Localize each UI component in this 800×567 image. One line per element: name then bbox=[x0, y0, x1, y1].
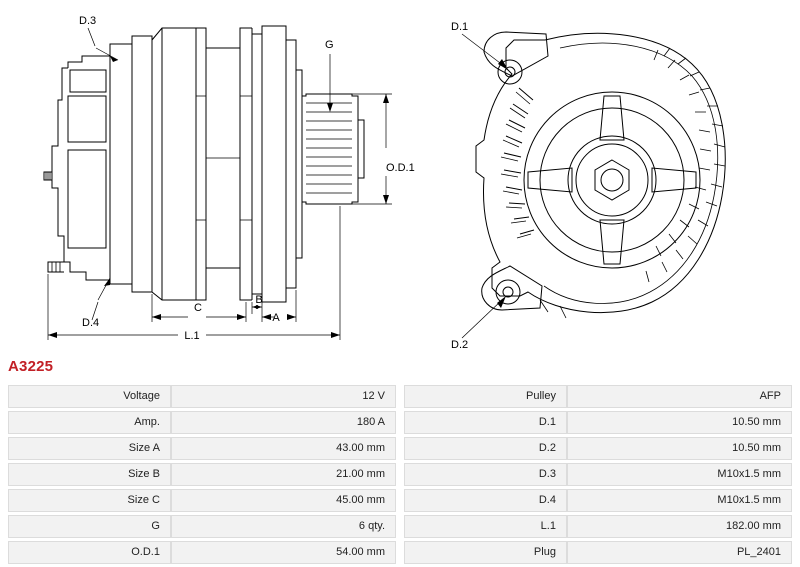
table-row bbox=[404, 385, 792, 408]
spec-label: Voltage bbox=[8, 385, 171, 408]
table-row bbox=[8, 437, 396, 460]
spec-label: G bbox=[8, 515, 171, 538]
spec-value: 43.00 mm bbox=[171, 437, 396, 460]
table-row bbox=[8, 515, 396, 538]
spec-value: M10x1.5 mm bbox=[567, 489, 792, 512]
callout-c: C bbox=[194, 302, 202, 314]
spec-value: AFP bbox=[567, 385, 792, 408]
spec-value: 21.00 mm bbox=[171, 463, 396, 486]
spec-value: 182.00 mm bbox=[567, 515, 792, 538]
callout-d3: D.3 bbox=[79, 15, 97, 27]
spec-label: D.2 bbox=[404, 437, 567, 460]
spec-value: 10.50 mm bbox=[567, 411, 792, 434]
spec-value: 10.50 mm bbox=[567, 437, 792, 460]
spec-value: PL_2401 bbox=[567, 541, 792, 564]
callout-b: B bbox=[255, 294, 263, 306]
spec-label: Size C bbox=[8, 489, 171, 512]
spec-label: D.1 bbox=[404, 411, 567, 434]
callout-d1: D.1 bbox=[451, 21, 469, 33]
callout-g: G bbox=[325, 39, 334, 51]
spec-label: Amp. bbox=[8, 411, 171, 434]
table-row bbox=[8, 463, 396, 486]
table-row bbox=[404, 515, 792, 538]
table-row bbox=[8, 489, 396, 512]
spec-label: L.1 bbox=[404, 515, 567, 538]
alternator-side-view bbox=[44, 15, 415, 342]
table-row bbox=[404, 541, 792, 564]
table-row bbox=[404, 437, 792, 460]
callout-od1: O.D.1 bbox=[386, 162, 415, 174]
spec-value: M10x1.5 mm bbox=[567, 463, 792, 486]
specs-table-left bbox=[8, 382, 396, 567]
spec-label: Size B bbox=[8, 463, 171, 486]
spec-label: O.D.1 bbox=[8, 541, 171, 564]
spec-label: D.3 bbox=[404, 463, 567, 486]
callout-d4: D.4 bbox=[82, 317, 100, 329]
specs-table-right bbox=[404, 382, 792, 567]
spec-value: 45.00 mm bbox=[171, 489, 396, 512]
spec-label: Size A bbox=[8, 437, 171, 460]
table-row bbox=[8, 541, 396, 564]
alternator-front-view bbox=[451, 21, 725, 351]
table-row bbox=[8, 411, 396, 434]
table-row bbox=[404, 411, 792, 434]
table-row bbox=[8, 385, 396, 408]
callout-d2: D.2 bbox=[451, 339, 469, 351]
callout-a: A bbox=[272, 312, 280, 324]
spec-label: D.4 bbox=[404, 489, 567, 512]
spec-label: Plug bbox=[404, 541, 567, 564]
spec-value: 12 V bbox=[171, 385, 396, 408]
callout-l1: L.1 bbox=[184, 330, 200, 342]
table-row bbox=[404, 463, 792, 486]
table-row bbox=[404, 489, 792, 512]
spec-value: 6 qty. bbox=[171, 515, 396, 538]
spec-value: 54.00 mm bbox=[171, 541, 396, 564]
specifications bbox=[8, 382, 792, 567]
spec-value: 180 A bbox=[171, 411, 396, 434]
part-number: A3225 bbox=[8, 358, 54, 375]
spec-label: Pulley bbox=[404, 385, 567, 408]
